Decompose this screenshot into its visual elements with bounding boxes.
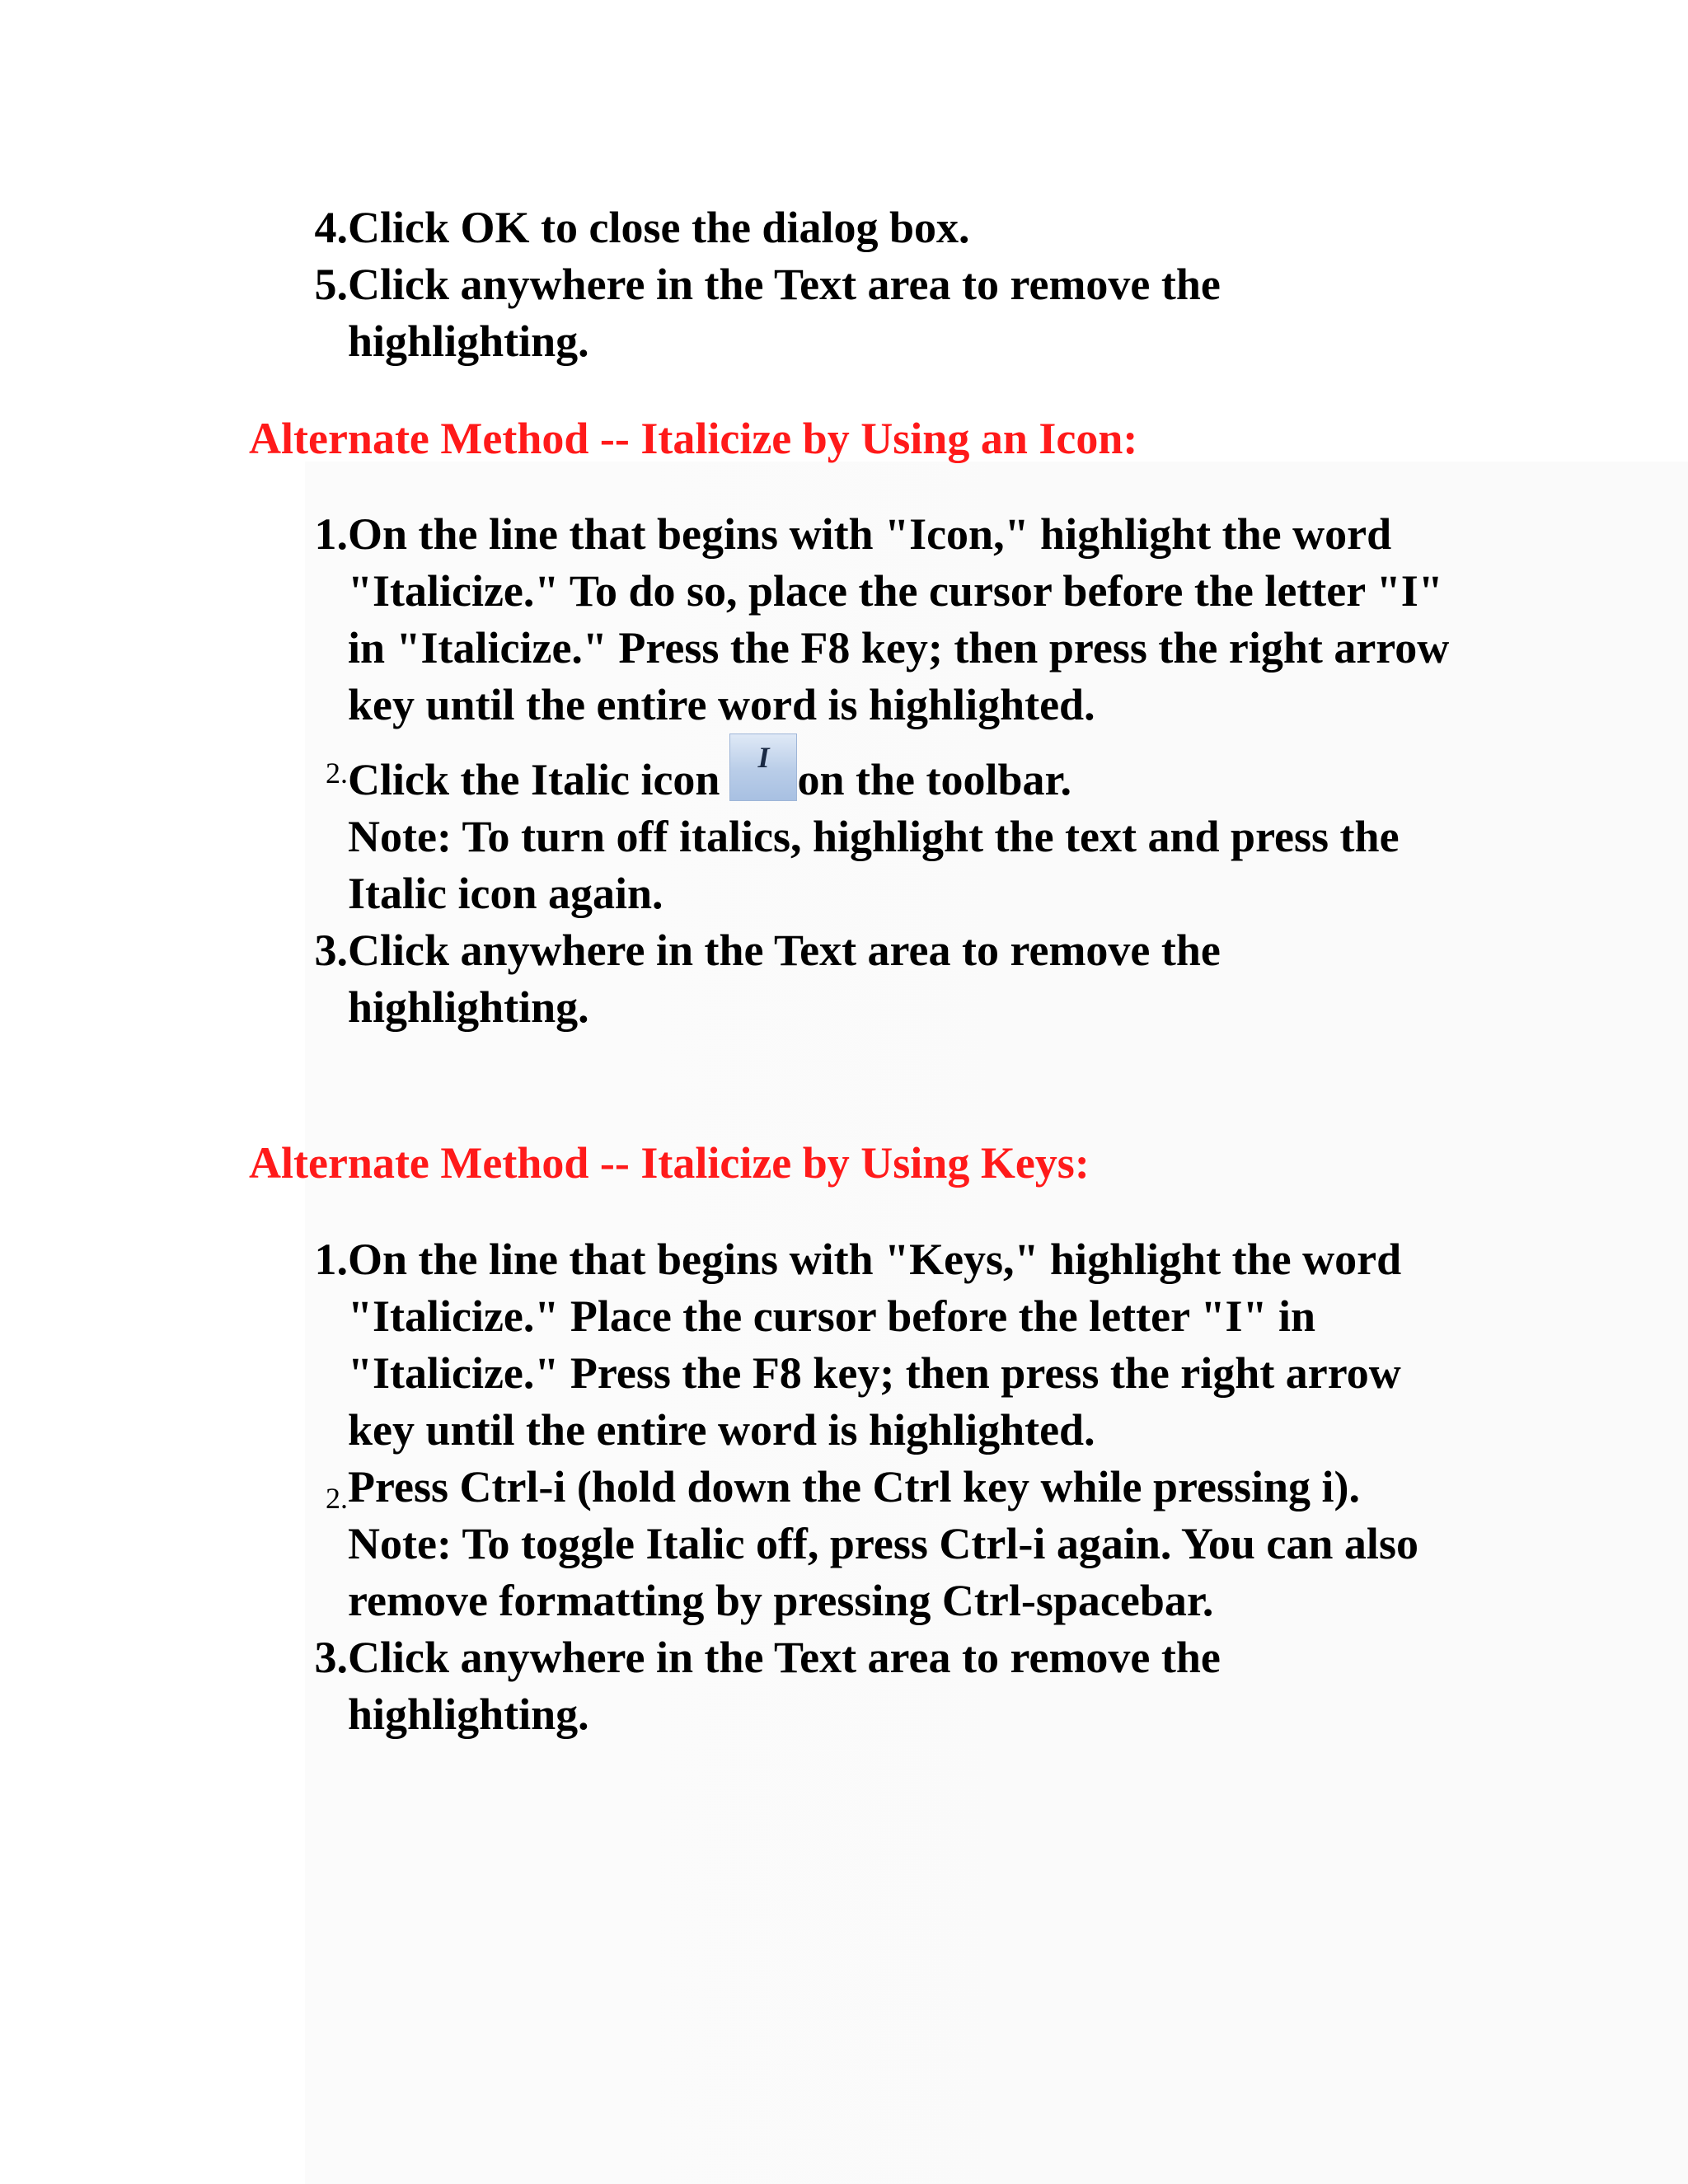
step-text: On the line that begins with "Icon," highlight the word "Italicize." To do so, place the cursor before the letter "I" in "Italicize." Press the F8 key; then press the right arrow key until the entire word is highlighted. xyxy=(348,509,1450,729)
italic-icon-glyph: I xyxy=(757,741,770,774)
list-item xyxy=(0,1231,1688,1459)
step-main-text: Press Ctrl-i (hold down the Ctrl key while pressing i). xyxy=(348,1462,1360,1511)
step-text: On the line that begins with "Keys," highlight the word "Italicize." Place the cursor before the letter "I" in "Italicize." Press the F8 key; then press the right arrow key until the entire word is highlighted. xyxy=(348,1235,1402,1455)
list-item xyxy=(0,1629,1688,1743)
list-number: 5. xyxy=(314,260,348,309)
list-item xyxy=(0,922,1688,1036)
step-text: Click anywhere in the Text area to remove the highlighting. xyxy=(348,926,1221,1032)
top-steps-list xyxy=(0,199,1688,370)
list-item xyxy=(0,256,1688,370)
list-number: 1. xyxy=(314,1235,348,1284)
italic-icon xyxy=(729,733,797,801)
list-item xyxy=(0,1459,1688,1629)
keys-steps-list xyxy=(0,1231,1688,1743)
section-heading-icon: Alternate Method -- Italicize by Using an Icon: xyxy=(249,414,1138,463)
step-text-after-icon: on the toolbar. xyxy=(797,755,1072,804)
section-heading-keys: Alternate Method -- Italicize by Using Keys: xyxy=(249,1138,1090,1188)
list-number: 3. xyxy=(314,926,348,975)
icon-steps-list xyxy=(0,506,1688,1036)
step-text: Click OK to close the dialog box. xyxy=(348,203,970,252)
step-text xyxy=(348,733,1444,922)
step-text-before-icon: Click the Italic icon xyxy=(348,755,720,804)
list-number: 1. xyxy=(314,509,348,559)
step-text: Click anywhere in the Text area to remove the highlighting. xyxy=(348,1633,1221,1739)
list-item xyxy=(0,199,1688,256)
list-number: 4. xyxy=(314,203,348,252)
step-text xyxy=(348,1459,1444,1629)
list-number: 2. xyxy=(326,1482,348,1515)
list-item xyxy=(0,733,1688,922)
list-number: 3. xyxy=(314,1633,348,1682)
step-note: Note: To turn off italics, highlight the text and press the Italic icon again. xyxy=(348,812,1400,918)
list-item xyxy=(0,506,1688,733)
step-text: Click anywhere in the Text area to remove the highlighting. xyxy=(348,260,1221,366)
step-note: Note: To toggle Italic off, press Ctrl-i again. You can also remove formatting by pressing Ctrl-spacebar. xyxy=(348,1519,1418,1625)
list-number: 2. xyxy=(326,757,348,790)
